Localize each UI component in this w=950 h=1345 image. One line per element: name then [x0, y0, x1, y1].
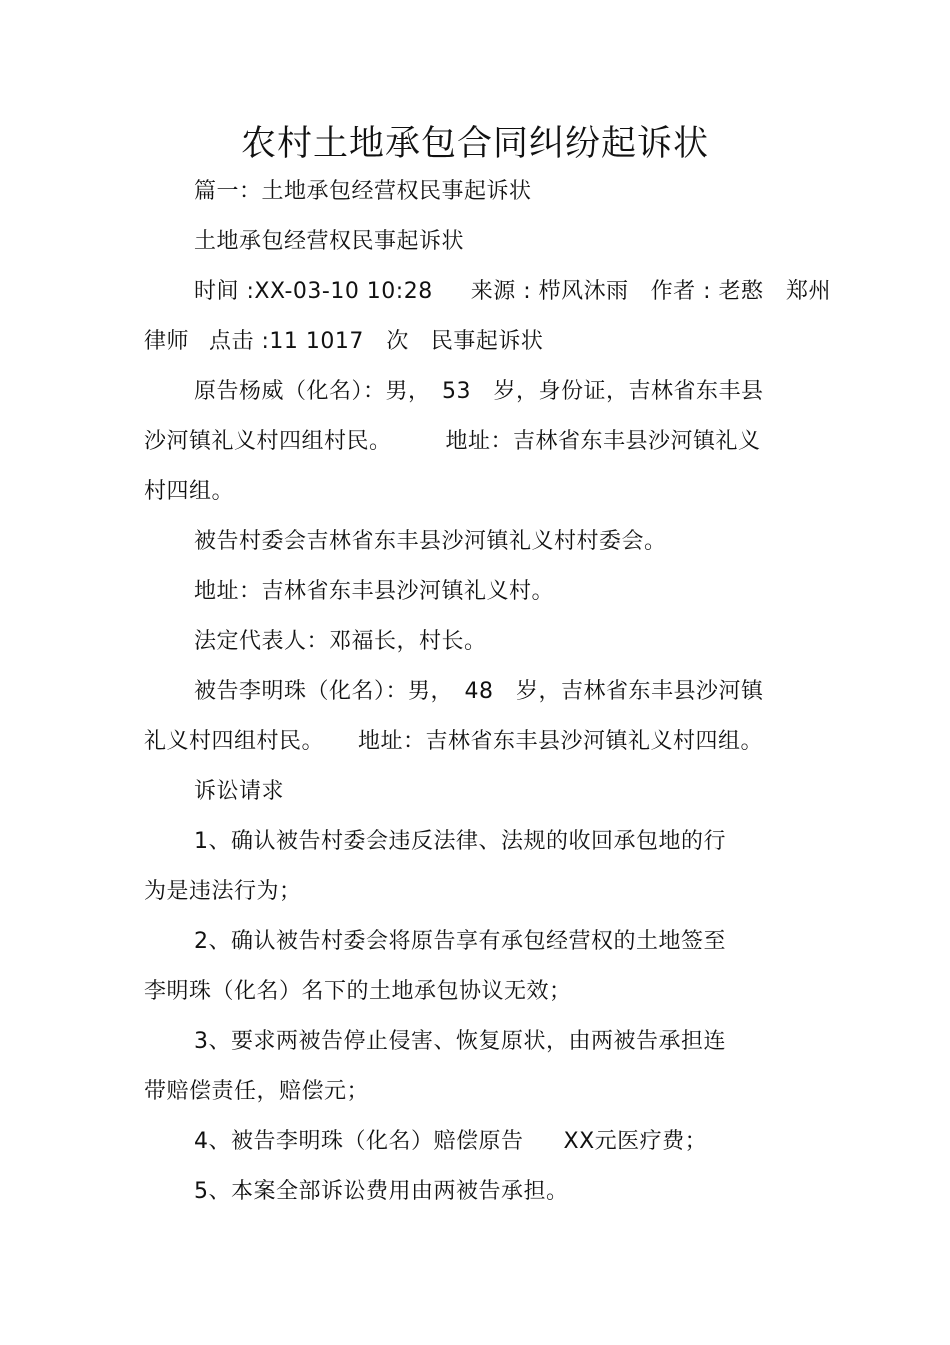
meta-line: [194, 276, 831, 308]
claim-4-amount: XX元医疗费；: [563, 1129, 708, 1154]
subheading: 土地承包经营权民事起诉状: [194, 229, 465, 254]
defendant2-residence: 礼义村四组村民。: [144, 729, 325, 754]
plaintiff-line-2: [144, 426, 761, 458]
meta-source: 来源 : 栉风沐雨: [470, 279, 629, 304]
defendant1-representative: 法定代表人：邓福长，村长。: [194, 629, 487, 654]
claim-3-line-1: 3、要求两被告停止侵害、恢复原状，由两被告承担连: [194, 1029, 726, 1054]
claim-2-line-2: 李明珠（化名）名下的土地承包协议无效；: [144, 979, 572, 1004]
meta-category: 民事起诉状: [430, 329, 544, 354]
meta-time: 时间 :XX-03-10 10:28: [194, 279, 433, 304]
claim-1-line-1: 1、确认被告村委会违反法律、法规的收回承包地的行: [194, 829, 726, 854]
claim-3-line-2: 带赔偿责任，赔偿元；: [144, 1079, 370, 1104]
claim-4-text: 4、被告李明珠（化名）赔偿原告: [194, 1129, 524, 1154]
claim-5: 5、本案全部诉讼费用由两被告承担。: [194, 1179, 569, 1204]
claim-4: [194, 1126, 707, 1158]
defendant2-address: 地址：吉林省东丰县沙河镇礼义村四组。: [358, 729, 764, 754]
meta-author: 作者 : 老憨 郑州: [650, 279, 832, 304]
meta-author-cont: 律师: [144, 329, 190, 354]
plaintiff-residence: 沙河镇礼义村四组村民。: [144, 429, 392, 454]
claim-1-line-2: 为是违法行为；: [144, 879, 302, 904]
defendant2-line-1: 被告李明珠（化名）：男， 48 岁，吉林省东丰县沙河镇: [194, 679, 764, 704]
section-heading: 篇一：土地承包经营权民事起诉状: [194, 179, 532, 204]
claims-heading: 诉讼请求: [194, 779, 285, 804]
defendant1-line-1: 被告村委会吉林省东丰县沙河镇礼义村村委会。: [194, 529, 667, 554]
meta-line-2: [144, 326, 543, 358]
document-title: 农村土地承包合同纠纷起诉状: [240, 124, 709, 164]
plaintiff-line-1: 原告杨威（化名）：男， 53 岁，身份证，吉林省东丰县: [194, 379, 764, 404]
defendant2-line-2: [144, 726, 763, 758]
plaintiff-line-3: 村四组。: [144, 479, 235, 504]
plaintiff-address: 地址：吉林省东丰县沙河镇礼义: [445, 429, 761, 454]
meta-clicks: 点击 :11 1017 次: [209, 329, 409, 354]
defendant1-address: 地址：吉林省东丰县沙河镇礼义村。: [194, 579, 555, 604]
claim-2-line-1: 2、确认被告村委会将原告享有承包经营权的土地签至: [194, 929, 726, 954]
